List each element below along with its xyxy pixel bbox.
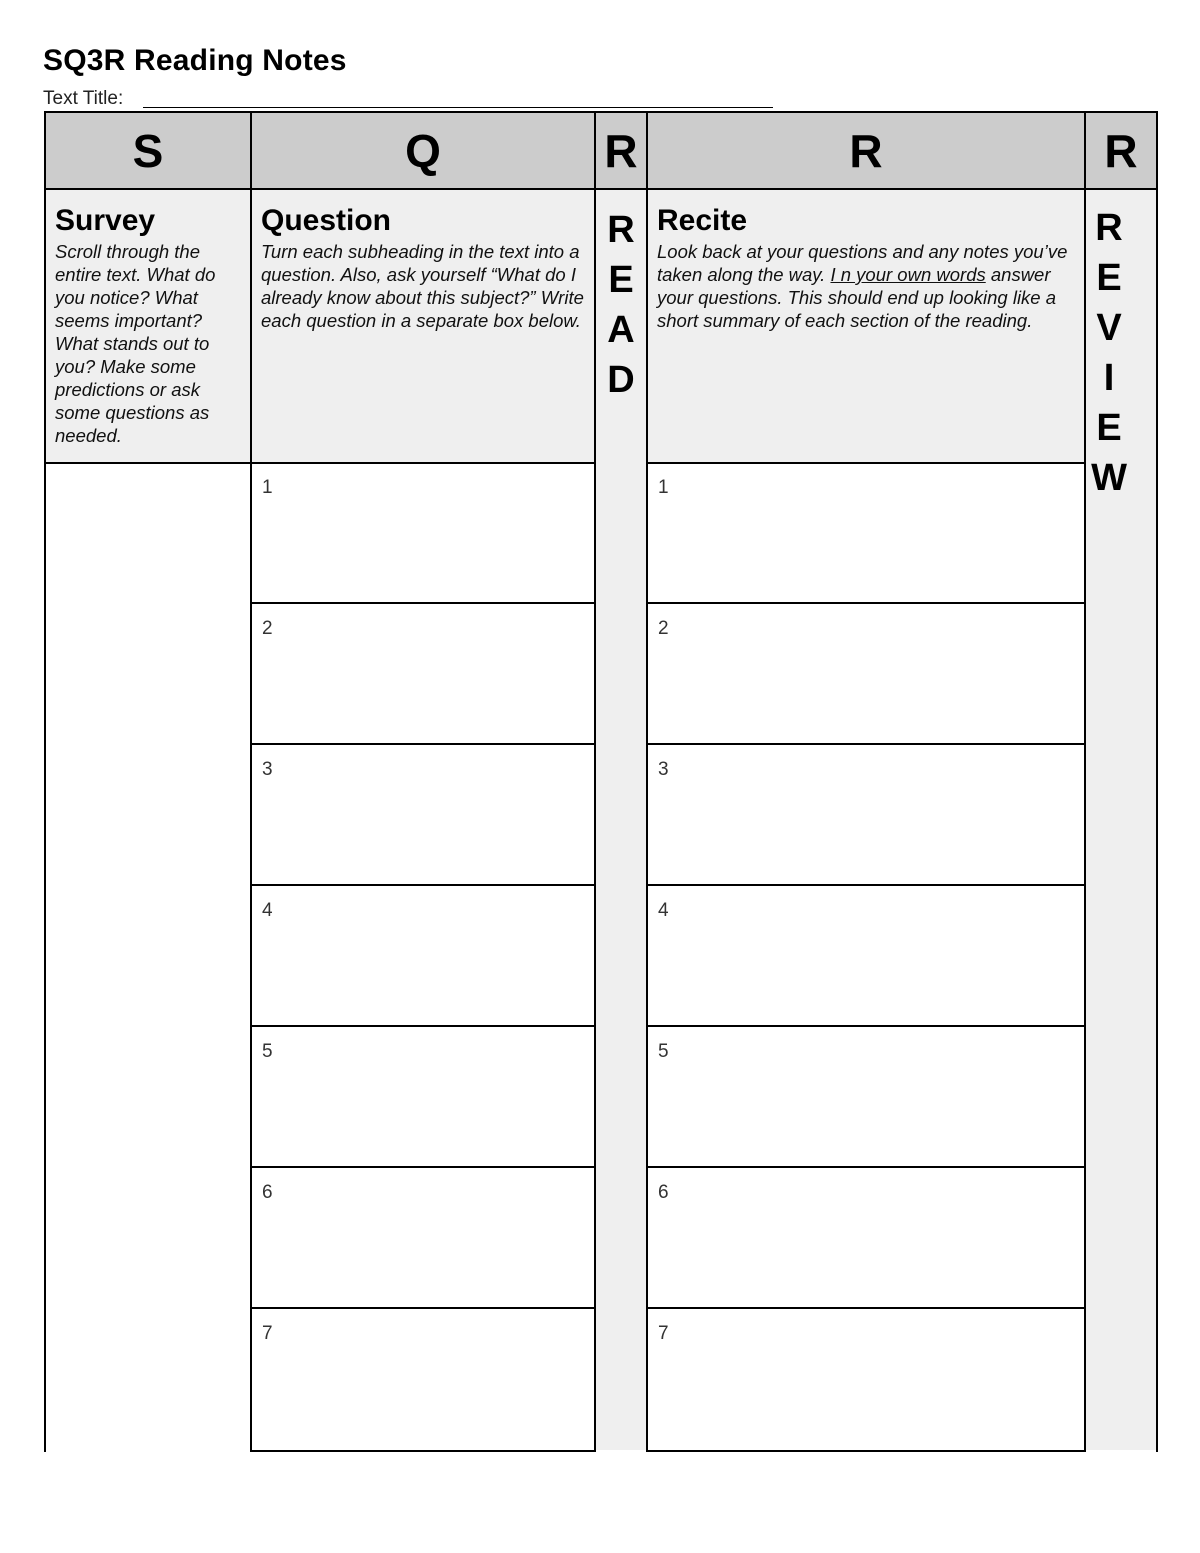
read-letter: E [608,259,634,301]
border-right [1156,111,1158,1452]
border-q-read [594,111,596,1452]
header-s: S [45,111,251,190]
question-box-number: 2 [262,618,273,639]
question-box-1[interactable] [251,463,595,604]
question-box-number: 5 [262,1041,273,1062]
read-letter: A [607,309,635,351]
question-box-number: 6 [262,1182,273,1203]
survey-heading: Survey [55,204,156,237]
question-box-3[interactable] [251,745,595,886]
survey-cell [45,190,251,463]
question-divider [251,462,595,464]
read-letter: R [607,209,635,251]
recite-description-underlined: I n your own words [830,264,986,285]
recite-box-5[interactable] [647,1027,1085,1168]
survey-notes-area[interactable] [45,463,251,1450]
survey-divider [45,462,251,464]
recite-cell [647,190,1085,463]
recite-box-number: 4 [658,900,669,921]
recite-divider [647,462,1085,464]
question-box-5[interactable] [251,1027,595,1168]
question-box-number: 1 [262,477,273,498]
review-letter: I [1103,357,1115,399]
recite-description-after: answer your questions. This should end up looking like a short summary of each section of the reading. [657,264,1057,331]
review-letter: W [1091,457,1127,499]
border-read-recite [646,111,648,1452]
read-letters [595,205,647,405]
question-box-number: 7 [262,1323,273,1344]
border-s-q [250,111,252,1452]
header-r-recite: R [647,111,1085,190]
border-recite-review [1084,111,1086,1452]
recite-box-3[interactable] [647,745,1085,886]
header-q: Q [251,111,595,190]
header-r-review: R [1085,111,1157,190]
recite-box-7[interactable] [647,1309,1085,1452]
recite-box-number: 1 [658,477,669,498]
question-cell [251,190,595,463]
question-description: Turn each subheading in the text into a question. Also, ask yourself “What do I already know about this subject?” Write each question in a separate box below. [261,241,584,331]
review-letter: E [1096,257,1122,299]
review-letter: R [1095,207,1123,249]
header-r-read: R [595,111,647,190]
recite-box-4[interactable] [647,886,1085,1027]
text-title-label: Text Title: [43,88,124,109]
recite-box-6[interactable] [647,1168,1085,1309]
border-left [44,111,46,1452]
question-box-number: 4 [262,900,273,921]
question-box-4[interactable] [251,886,595,1027]
recite-box-number: 7 [658,1323,669,1344]
recite-box-number: 2 [658,618,669,639]
question-box-7[interactable] [251,1309,595,1452]
review-letter: V [1096,307,1122,349]
page-title: SQ3R Reading Notes [43,44,347,77]
survey-description: Scroll through the entire text. What do you notice? What seems important? What stands out to you? Make some predictions or ask some questions as needed. [55,241,216,446]
review-letter: E [1096,407,1122,449]
question-heading: Question [261,204,392,237]
question-box-6[interactable] [251,1168,595,1309]
recite-box-2[interactable] [647,604,1085,745]
question-box-2[interactable] [251,604,595,745]
recite-description [657,240,1075,332]
recite-box-1[interactable] [647,463,1085,604]
text-title-field[interactable] [143,107,773,108]
recite-box-number: 3 [658,759,669,780]
recite-heading: Recite [657,204,748,237]
review-letters [1085,203,1133,503]
recite-box-number: 5 [658,1041,669,1062]
recite-description-before: Look back at your questions and any notes you’ve taken along the way. [657,241,1068,285]
question-box-number: 3 [262,759,273,780]
read-letter: D [607,359,635,401]
recite-box-number: 6 [658,1182,669,1203]
